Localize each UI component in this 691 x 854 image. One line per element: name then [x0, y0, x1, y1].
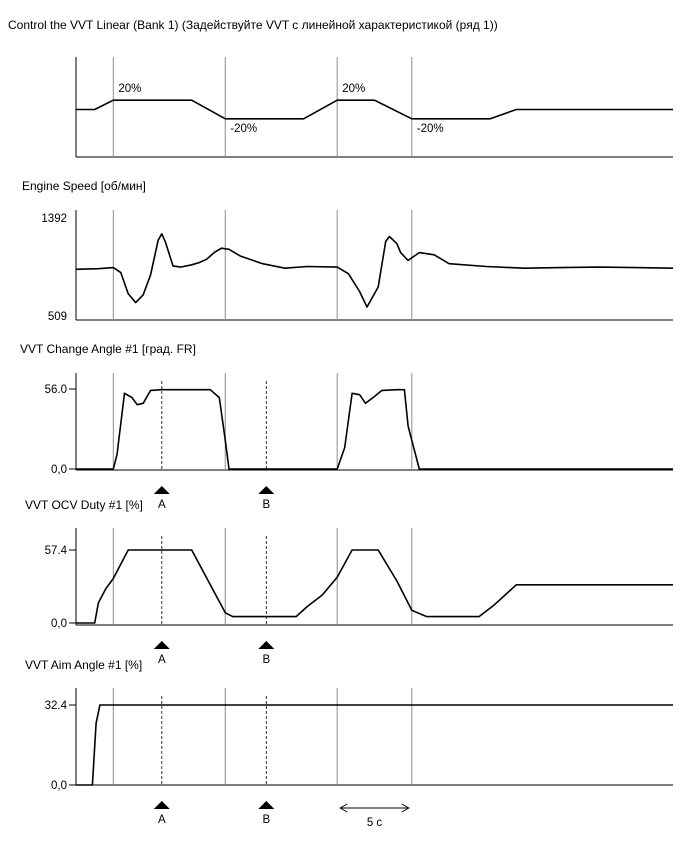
time-span-label: 5 с — [366, 817, 383, 829]
vvt-aim-angle-marker-triangle-B — [258, 801, 274, 809]
vvt-aim-angle-title: VVT Aim Angle #1 [%] — [25, 658, 143, 672]
vvt-change-angle-ytick-top: 56.0 — [44, 384, 67, 396]
vvt-ocv-duty-marker-label-B: B — [262, 654, 271, 666]
vvt-change-angle-marker-label-B: B — [262, 499, 271, 511]
vvt-change-angle-title: VVT Change Angle #1 [град. FR] — [20, 342, 196, 356]
vvt-aim-angle-series-line — [76, 705, 673, 785]
vvt-change-angle-marker-triangle-A — [154, 486, 170, 494]
chart-title: Control the VVT Linear (Bank 1) (Задействуйте VVT с линейной характеристикой (ряд 1)) — [8, 18, 498, 32]
vvt-aim-angle-marker-label-A: A — [157, 814, 166, 826]
vvt-change-angle-marker-label-A: A — [157, 499, 166, 511]
vvt-aim-angle-marker-triangle-A — [154, 801, 170, 809]
control-annotation-0: 20% — [118, 83, 142, 96]
engine-speed-ytick-bottom: 509 — [47, 311, 67, 323]
vvt-ocv-duty-series-line — [76, 550, 673, 623]
vvt-aim-angle-marker-label-B: B — [262, 814, 271, 826]
engine-speed-title: Engine Speed [об/мин] — [22, 179, 146, 193]
vvt-change-angle-series-line — [76, 390, 673, 469]
control-annotation-3: -20% — [416, 122, 444, 135]
vvt-ocv-duty-marker-triangle-A — [154, 641, 170, 649]
control-annotation-2: 20% — [342, 83, 366, 96]
vvt-change-angle-ytick-bottom: 0,0 — [51, 464, 67, 476]
control-annotation-1: -20% — [230, 122, 258, 135]
vvt-ocv-duty-title: VVT OCV Duty #1 [%] — [25, 498, 143, 512]
control-series-line — [76, 100, 673, 119]
vvt-aim-angle-ytick-top: 32.4 — [44, 700, 67, 712]
engine-speed-series-line — [76, 234, 673, 307]
vvt-aim-angle-ytick-bottom: 0,0 — [51, 780, 67, 792]
vvt-ocv-duty-ytick-bottom: 0,0 — [51, 618, 67, 630]
vvt-ocv-duty-ytick-top: 57.4 — [44, 545, 67, 557]
vvt-ocv-duty-marker-label-A: A — [157, 654, 166, 666]
vvt-ocv-duty-marker-triangle-B — [258, 641, 274, 649]
engine-speed-ytick-top: 1392 — [41, 213, 67, 225]
vvt-change-angle-marker-triangle-B — [258, 486, 274, 494]
